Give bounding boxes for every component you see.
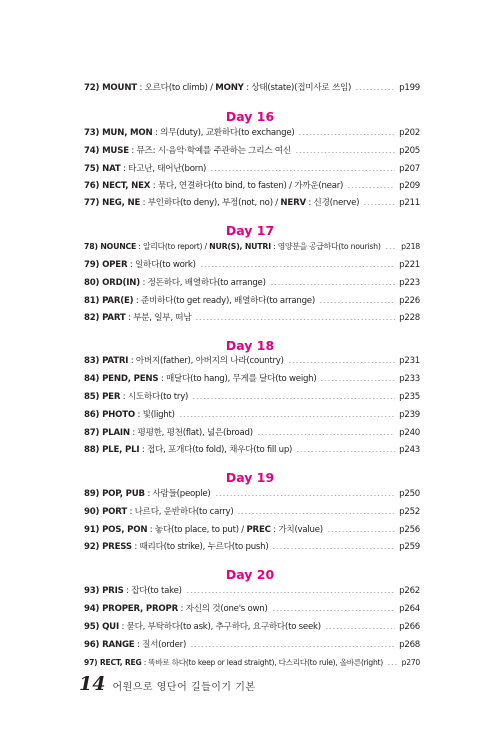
entry-text (84, 259, 196, 271)
entry-page-number: p250 (399, 489, 420, 499)
entry-root: 76) NECT, NEX (84, 181, 151, 191)
page-footer (79, 673, 256, 695)
entry-page-number: p252 (399, 507, 420, 517)
toc-entry (84, 127, 420, 139)
toc-entry (84, 639, 420, 651)
entry-text (84, 488, 211, 500)
entry-page-number: p218 (401, 242, 420, 251)
entry-page-number: p207 (399, 164, 420, 174)
dot-leader (298, 134, 395, 135)
entry-page-number: p270 (401, 658, 420, 667)
entry-text (84, 639, 186, 651)
entry-meaning: : 의무(duty), 교환하다(to exchange) (152, 128, 295, 138)
toc-entry (84, 506, 420, 518)
entry-root: 86) PHOTO (84, 410, 136, 420)
entry-root-secondary: NUR(S), NUTRI (209, 242, 271, 251)
toc-entry (84, 409, 420, 421)
day-heading: Day 20 (225, 567, 275, 582)
toc-entry (84, 241, 420, 253)
toc-entry (84, 657, 420, 669)
dot-leader (296, 451, 395, 452)
dot-leader (327, 531, 395, 532)
entry-text (84, 127, 294, 139)
toc-entry (84, 541, 420, 553)
entry-meaning: : 시도하다(to try) (120, 392, 189, 402)
dot-leader (210, 170, 395, 171)
entry-meaning: : 자신의 것(one's own) (178, 604, 268, 614)
entry-meaning: : 때리다(to strike), 누르다(to push) (131, 542, 269, 552)
entry-text (84, 197, 359, 209)
entry-page-number: p239 (399, 410, 420, 420)
entry-text (84, 312, 191, 324)
entry-root: 91) POS, PON (84, 525, 148, 535)
toc-entry (84, 277, 420, 289)
entry-root: 73) MUN, MON (84, 128, 153, 138)
day-heading: Day 16 (225, 109, 275, 124)
dot-leader (270, 284, 395, 285)
entry-meaning: : 사람들(people) (144, 489, 211, 499)
entry-root: 94) PROPER, PROPR (84, 604, 179, 614)
entry-text (84, 373, 316, 385)
dot-leader (257, 434, 395, 435)
entry-page-number: p202 (399, 128, 420, 138)
entry-text (84, 145, 291, 157)
toc-entry (84, 197, 420, 209)
toc-entry (84, 355, 420, 367)
entry-meaning-secondary: : 상태(state)(접미사로 쓰임) (243, 83, 352, 93)
entry-meaning: : 똑바로 하다(to keep or lead straight), 다스리다(to rule), 올바른(right) (141, 658, 383, 667)
entry-root: 80) ORD(IN) (84, 278, 140, 288)
entry-text (84, 657, 383, 669)
toc-entry (84, 427, 420, 439)
entry-root-secondary: NERV (280, 198, 306, 208)
entry-page-number: p264 (399, 604, 420, 614)
entry-meaning: : 뮤즈: 시·음악·학예를 주관하는 그리스 여신 (128, 146, 291, 156)
entry-meaning: : 알리다(to report) / (136, 242, 210, 251)
entry-text (84, 427, 253, 439)
entry-root-secondary: PREC (246, 525, 271, 535)
entry-root-secondary: MONY (215, 83, 244, 93)
entry-meaning-secondary: : 영양분을 공급하다(to nourish) (270, 242, 381, 251)
entry-meaning: : 질서(order) (134, 640, 187, 650)
day-heading: Day 17 (225, 223, 275, 238)
day-heading: Day 19 (225, 470, 275, 485)
entry-root: 88) PLE, PLI (84, 445, 140, 455)
entry-text (84, 163, 206, 175)
toc-entry (84, 603, 420, 615)
dot-leader (363, 204, 395, 205)
toc-entry (84, 488, 420, 500)
entry-root: 78) NOUNCE (84, 242, 137, 251)
dot-leader (272, 548, 395, 549)
entry-meaning-secondary: : 신경(nerve) (305, 198, 360, 208)
dot-leader (272, 610, 396, 611)
dot-leader (179, 416, 395, 417)
entry-page-number: p228 (399, 313, 420, 323)
dot-leader (237, 513, 395, 514)
entry-meaning: : 부인하다(to deny), 부정(not, no) / (140, 198, 281, 208)
entry-text (84, 603, 268, 615)
entry-root: 79) OPER (84, 260, 128, 270)
entry-meaning: : 아버지(father), 아버지의 나라(country) (128, 356, 284, 366)
entry-root: 77) NEG, NE (84, 198, 141, 208)
entry-meaning: : 정돈하다, 배열하다(to arrange) (139, 278, 266, 288)
entry-page-number: p268 (399, 640, 420, 650)
entry-text (84, 524, 323, 536)
toc-entry (84, 621, 420, 633)
entry-page-number: p211 (399, 198, 420, 208)
dot-leader (319, 302, 395, 303)
dot-leader (200, 266, 395, 267)
entry-root: 81) PAR(E) (84, 296, 134, 306)
entry-meaning: : 빛(light) (135, 410, 175, 420)
dot-leader (192, 398, 395, 399)
book-title: 어원으로 영단어 길들이기 기본 (112, 682, 256, 693)
toc-entry (84, 391, 420, 403)
entry-text (84, 391, 188, 403)
entry-page-number: p235 (399, 392, 420, 402)
entry-page-number: p262 (399, 586, 420, 596)
toc-entry (84, 163, 420, 175)
entry-root: 93) PRIS (84, 586, 124, 596)
entry-page-number: p199 (399, 83, 420, 93)
entry-root: 97) RECT, REG (84, 658, 142, 667)
entry-text (84, 585, 182, 597)
toc-entry (84, 524, 420, 536)
entry-page-number: p223 (399, 278, 420, 288)
entry-root: 96) RANGE (84, 640, 135, 650)
page-number: 14 (79, 673, 106, 695)
entry-text (84, 295, 315, 307)
entry-meaning: : 잡다(to take) (123, 586, 182, 596)
toc-entry (84, 145, 420, 157)
entry-text (84, 506, 233, 518)
entry-meaning: : 평평한, 평천(flat), 넓은(broad) (129, 428, 253, 438)
dot-leader (190, 646, 395, 647)
entry-page-number: p205 (399, 146, 420, 156)
entry-root: 95) QUI (84, 622, 119, 632)
toc-entry (84, 444, 420, 456)
entry-meaning: : 묶다, 연결하다(to bind, to fasten) / 가까운(near) (150, 181, 344, 191)
dot-leader (195, 319, 395, 320)
dot-leader (347, 187, 395, 188)
toc-entry (84, 180, 420, 192)
entry-page-number: p240 (399, 428, 420, 438)
entry-meaning-secondary: : 가치(value) (270, 525, 323, 535)
entry-root: 72) MOUNT (84, 83, 137, 93)
dot-leader (288, 362, 395, 363)
dot-leader (385, 248, 398, 249)
entry-root: 83) PATRI (84, 356, 129, 366)
toc-entry (84, 585, 420, 597)
entry-meaning: : 묻다, 부탁하다(to ask), 추구하다, 요구하다(to seek) (118, 622, 321, 632)
toc-entry (84, 82, 420, 94)
entry-text (84, 82, 351, 94)
entry-meaning: : 나르다, 운반하다(to carry) (126, 507, 234, 517)
entry-meaning: : 타고난, 태어난(born) (120, 164, 207, 174)
entry-root: 82) PART (84, 313, 126, 323)
toc-entry (84, 312, 420, 324)
entry-page-number: p209 (399, 181, 420, 191)
entry-text (84, 409, 175, 421)
entry-page-number: p226 (399, 296, 420, 306)
entry-meaning: : 준비하다(to get ready), 배열하다(to arrange) (133, 296, 315, 306)
toc-entry (84, 259, 420, 271)
entry-page-number: p233 (399, 374, 420, 384)
entry-meaning: : 부분, 일부, 떠남 (125, 313, 192, 323)
toc-entry (84, 295, 420, 307)
entry-meaning: : 매달다(to hang), 무게를 달다(to weigh) (158, 374, 317, 384)
entry-text (84, 241, 381, 253)
entry-page-number: p259 (399, 542, 420, 552)
entry-text (84, 355, 284, 367)
entry-text (84, 541, 268, 553)
entry-text (84, 621, 321, 633)
toc-entry (84, 373, 420, 385)
entry-meaning: : 오르다(to climb) / (136, 83, 216, 93)
entry-root: 85) PER (84, 392, 121, 402)
entry-root: 84) PEND, PENS (84, 374, 159, 384)
entry-page-number: p256 (399, 525, 420, 535)
entry-meaning: : 놓다(to place, to put) / (147, 525, 247, 535)
day-heading: Day 18 (225, 338, 275, 353)
dot-leader (295, 152, 395, 153)
entry-root: 74) MUSE (84, 146, 129, 156)
dot-leader (355, 89, 395, 90)
entry-page-number: p231 (399, 356, 420, 366)
entry-page-number: p266 (399, 622, 420, 632)
entry-meaning: : 접다, 포개다(to fold), 채우다(to fill up) (139, 445, 293, 455)
entry-meaning: : 일하다(to work) (127, 260, 196, 270)
dot-leader (320, 380, 395, 381)
entry-text (84, 180, 343, 192)
entry-root: 87) PLAIN (84, 428, 130, 438)
entry-text (84, 277, 266, 289)
entry-page-number: p221 (399, 260, 420, 270)
entry-root: 92) PRESS (84, 542, 132, 552)
dot-leader (325, 628, 395, 629)
dot-leader (215, 495, 396, 496)
entry-root: 75) NAT (84, 164, 121, 174)
entry-root: 90) PORT (84, 507, 127, 517)
entry-text (84, 444, 292, 456)
entry-root: 89) POP, PUB (84, 489, 145, 499)
entry-page-number: p243 (399, 445, 420, 455)
dot-leader (186, 592, 395, 593)
dot-leader (387, 664, 398, 665)
